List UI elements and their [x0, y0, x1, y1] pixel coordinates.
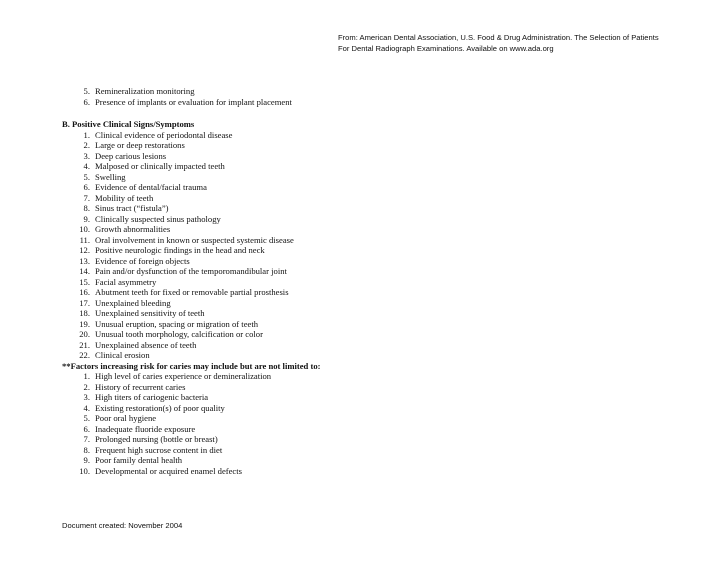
list-item-text: Evidence of foreign objects: [95, 255, 190, 266]
list-item-text: Poor family dental health: [95, 455, 183, 465]
list-item-text: Facial asymmetry: [95, 276, 157, 287]
list-item-text: Clinical evidence of periodontal disease: [95, 129, 233, 140]
list-item-number: 8.: [83, 444, 90, 455]
list-item: [62, 86, 321, 97]
list-item-number: 11.: [79, 234, 90, 245]
list-item-text: Positive neurologic findings in the head and neck: [95, 245, 265, 255]
list-item: [62, 329, 321, 340]
caries-factors-heading: **Factors increasing risk for caries may include but are not limited to:: [62, 360, 321, 371]
list-item-number: 18.: [79, 308, 90, 318]
section-b-heading: B. Positive Clinical Signs/Symptoms: [62, 119, 195, 129]
list-item-number: 22.: [79, 350, 90, 360]
list-item-number: 9.: [83, 213, 90, 224]
list-item-number: 5.: [83, 171, 90, 182]
list-item: [62, 392, 321, 403]
list-item-text: Remineralization monitoring: [95, 86, 195, 96]
list-item-text: Sinus tract (“fistula”): [95, 203, 169, 213]
list-item-text: Large or deep restorations: [95, 140, 185, 150]
list-item: [62, 424, 321, 435]
list-item-text: Existing restoration(s) of poor quality: [95, 402, 225, 413]
list-item-number: 3.: [83, 150, 90, 161]
list-item: [62, 298, 321, 309]
list-item-number: 2.: [83, 381, 90, 392]
list-item: [62, 140, 321, 151]
list-item: [62, 182, 321, 193]
list-item: [62, 235, 321, 246]
list-item: [62, 214, 321, 225]
list-item-number: 2.: [83, 140, 90, 150]
list-item-number: 4.: [83, 402, 90, 413]
list-item-number: 1.: [83, 371, 90, 381]
list-item: [62, 203, 321, 214]
list-item: [62, 287, 321, 298]
list-item: [62, 382, 321, 393]
list-item-text: Swelling: [95, 171, 126, 182]
list-item-text: Prolonged nursing (bottle or breast): [95, 434, 218, 444]
list-item: [62, 413, 321, 424]
list-item: [62, 151, 321, 162]
caries-factors-list: [62, 371, 321, 476]
list-item-text: High level of caries experience or demineralization: [95, 371, 272, 381]
list-item: [62, 130, 321, 141]
list-item-number: 14.: [79, 266, 90, 276]
list-item-number: 19.: [79, 318, 90, 329]
list-item: [62, 340, 321, 351]
list-item-number: 5.: [83, 86, 90, 96]
list-item-text: Unexplained sensitivity of teeth: [95, 308, 205, 318]
list-item-text: History of recurrent caries: [95, 381, 186, 392]
list-item-text: Abutment teeth for fixed or removable partial prosthesis: [95, 287, 289, 297]
list-item-text: Presence of implants or evaluation for implant placement: [95, 96, 292, 107]
list-item: [62, 308, 321, 319]
list-item: [62, 434, 321, 445]
list-item: [62, 445, 321, 456]
list-item-text: Pain and/or dysfunction of the temporomandibular joint: [95, 266, 287, 276]
list-item-number: 15.: [79, 276, 90, 287]
list-item-number: 21.: [79, 339, 90, 350]
list-item-number: 12.: [79, 245, 90, 255]
list-item: [62, 256, 321, 267]
list-item: [62, 319, 321, 330]
clinical-signs-list: [62, 130, 321, 361]
list-item-text: Developmental or acquired enamel defects: [95, 465, 242, 476]
continued-list: [62, 86, 321, 107]
list-item-text: Unusual eruption, spacing or migration of teeth: [95, 318, 259, 329]
list-item-number: 13.: [79, 255, 90, 266]
list-item: [62, 277, 321, 288]
list-item-number: 3.: [83, 392, 90, 402]
list-item-number: 1.: [83, 129, 90, 140]
list-item: [62, 224, 321, 235]
list-item-text: Clinically suspected sinus pathology: [95, 213, 221, 224]
list-item-text: Unexplained bleeding: [95, 297, 171, 308]
list-item: [62, 266, 321, 277]
document-body: [62, 86, 321, 476]
list-item: [62, 455, 321, 466]
list-item-text: Mobility of teeth: [95, 192, 154, 203]
source-line-1: From: American Dental Association, U.S. Food & Drug Administration. The Selection of Patients: [338, 33, 659, 42]
list-item-number: 4.: [83, 161, 90, 171]
list-item-text: Deep carious lesions: [95, 150, 167, 161]
list-item: [62, 371, 321, 382]
list-item-number: 16.: [79, 287, 90, 297]
list-item: [62, 161, 321, 172]
list-item-number: 7.: [83, 192, 90, 203]
list-item-text: Malposed or clinically impacted teeth: [95, 161, 225, 171]
list-item-text: Oral involvement in known or suspected systemic disease: [95, 234, 294, 245]
list-item-number: 9.: [83, 455, 90, 465]
list-item: [62, 172, 321, 183]
list-item-number: 7.: [83, 434, 90, 444]
list-item: [62, 193, 321, 204]
list-item-number: 8.: [83, 203, 90, 213]
document-footer: Document created: November 2004: [62, 521, 183, 530]
spacer: [62, 107, 321, 119]
source-line-2: For Dental Radiograph Examinations. Available on www.ada.org: [338, 43, 554, 53]
list-item-text: Clinical erosion: [95, 350, 150, 360]
list-item-text: Frequent high sucrose content in diet: [95, 444, 223, 455]
list-item-text: Inadequate fluoride exposure: [95, 423, 196, 434]
list-item: [62, 97, 321, 108]
list-item-text: Unexplained absence of teeth: [95, 339, 197, 350]
list-item-text: Growth abnormalities: [95, 224, 171, 234]
list-item-number: 6.: [83, 423, 90, 434]
source-citation: [338, 33, 723, 54]
list-item-number: 6.: [83, 96, 90, 107]
list-item-number: 17.: [79, 297, 90, 308]
list-item-text: Poor oral hygiene: [95, 413, 157, 423]
list-item-number: 5.: [83, 413, 90, 423]
list-item: [62, 350, 321, 361]
list-item-text: Evidence of dental/facial trauma: [95, 182, 207, 192]
list-item: [62, 466, 321, 477]
list-item: [62, 245, 321, 256]
list-item: [62, 403, 321, 414]
list-item-number: 10.: [79, 465, 90, 476]
list-item-text: High titers of cariogenic bacteria: [95, 392, 209, 402]
list-item-number: 6.: [83, 182, 90, 192]
list-item-number: 10.: [79, 224, 90, 234]
list-item-number: 20.: [79, 329, 90, 339]
list-item-text: Unusual tooth morphology, calcification or color: [95, 329, 263, 339]
